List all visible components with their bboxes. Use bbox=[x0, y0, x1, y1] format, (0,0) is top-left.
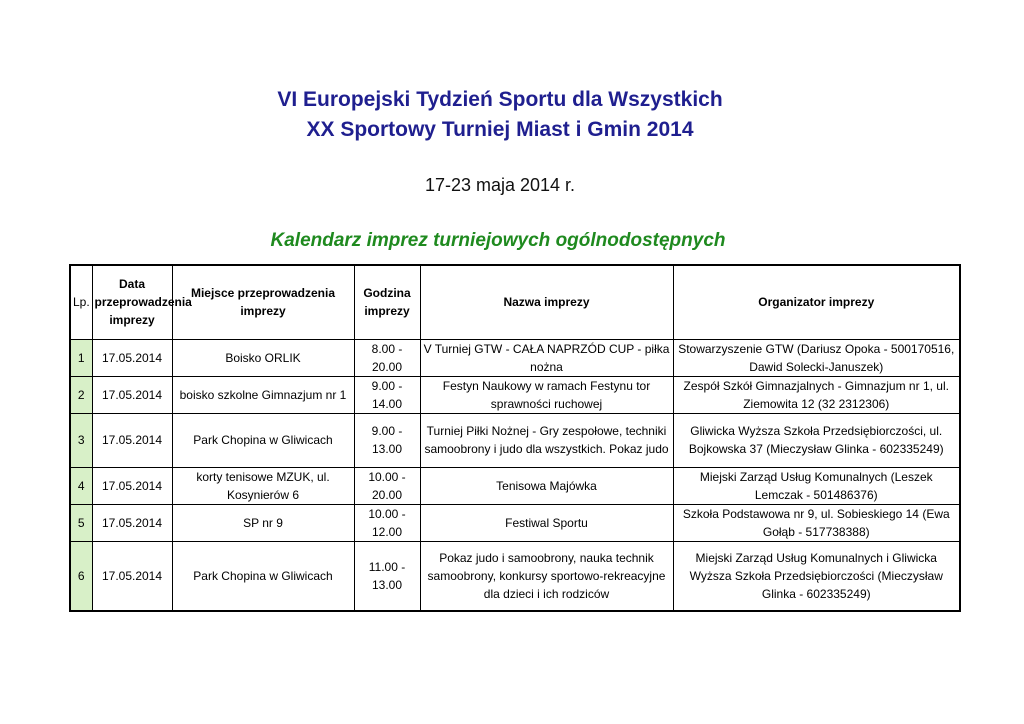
cell-time: 10.00 - 12.00 bbox=[354, 504, 420, 541]
cell-name: V Turniej GTW - CAŁA NAPRZÓD CUP - piłka nożna bbox=[420, 339, 673, 376]
cell-lp: 6 bbox=[70, 541, 92, 611]
header-organizer: Organizator imprezy bbox=[673, 265, 960, 339]
header-lp: Lp. bbox=[70, 265, 92, 339]
cell-date: 17.05.2014 bbox=[92, 339, 172, 376]
cell-name: Turniej Piłki Nożnej - Gry zespołowe, techniki samoobrony i judo dla wszystkich. Pokaz judo bbox=[420, 413, 673, 467]
cell-organizer: Zespół Szkół Gimnazjalnych - Gimnazjum nr 1, ul. Ziemowita 12 (32 2312306) bbox=[673, 376, 960, 413]
cell-time: 9.00 - 14.00 bbox=[354, 376, 420, 413]
header-name: Nazwa imprezy bbox=[420, 265, 673, 339]
cell-date: 17.05.2014 bbox=[92, 541, 172, 611]
cell-date: 17.05.2014 bbox=[92, 504, 172, 541]
calendar-subtitle: Kalendarz imprez turniejowych ogólnodostępnych bbox=[270, 230, 726, 251]
cell-organizer: Szkoła Podstawowa nr 9, ul. Sobieskiego 14 (Ewa Gołąb - 517738388) bbox=[673, 504, 960, 541]
cell-lp: 2 bbox=[70, 376, 92, 413]
cell-place: Park Chopina w Gliwicach bbox=[172, 413, 354, 467]
cell-organizer: Gliwicka Wyższa Szkoła Przedsiębiorczości, ul. Bojkowska 37 (Mieczysław Glinka - 602335249) bbox=[673, 413, 960, 467]
cell-lp: 4 bbox=[70, 467, 92, 504]
cell-place: Park Chopina w Gliwicach bbox=[172, 541, 354, 611]
cell-lp: 1 bbox=[70, 339, 92, 376]
cell-place: Boisko ORLIK bbox=[172, 339, 354, 376]
title-line-1: VI Europejski Tydzień Sportu dla Wszystkich bbox=[277, 88, 723, 111]
cell-date: 17.05.2014 bbox=[92, 467, 172, 504]
cell-name: Tenisowa Majówka bbox=[420, 467, 673, 504]
table-row bbox=[70, 376, 960, 413]
cell-name: Festyn Naukowy w ramach Festynu tor sprawności ruchowej bbox=[420, 376, 673, 413]
cell-place: korty tenisowe MZUK, ul. Kosynierów 6 bbox=[172, 467, 354, 504]
table-row bbox=[70, 339, 960, 376]
cell-date: 17.05.2014 bbox=[92, 413, 172, 467]
cell-organizer: Miejski Zarząd Usług Komunalnych i Gliwicka Wyższa Szkoła Przedsiębiorczości (Mieczysław Glinka - 602335249) bbox=[673, 541, 960, 611]
table-row bbox=[70, 541, 960, 611]
cell-name: Festiwal Sportu bbox=[420, 504, 673, 541]
header-time: Godzina imprezy bbox=[354, 265, 420, 339]
event-dates: 17-23 maja 2014 r. bbox=[424, 175, 576, 195]
cell-name: Pokaz judo i samoobrony, nauka technik samoobrony, konkursy sportowo-rekreacyjne dla dzieci i ich rodziców bbox=[420, 541, 673, 611]
cell-place: boisko szkolne Gimnazjum nr 1 bbox=[172, 376, 354, 413]
cell-time: 10.00 - 20.00 bbox=[354, 467, 420, 504]
table-header-row bbox=[70, 265, 960, 339]
cell-lp: 5 bbox=[70, 504, 92, 541]
cell-time: 11.00 - 13.00 bbox=[354, 541, 420, 611]
cell-time: 9.00 - 13.00 bbox=[354, 413, 420, 467]
cell-date: 17.05.2014 bbox=[92, 376, 172, 413]
cell-place: SP nr 9 bbox=[172, 504, 354, 541]
cell-organizer: Stowarzyszenie GTW (Dariusz Opoka - 500170516, Dawid Solecki-Januszek) bbox=[673, 339, 960, 376]
header-place: Miejsce przeprowadzenia imprezy bbox=[172, 265, 354, 339]
table-row bbox=[70, 413, 960, 467]
title-line-2: XX Sportowy Turniej Miast i Gmin 2014 bbox=[306, 118, 694, 141]
table-row bbox=[70, 467, 960, 504]
header-date: Data przeprowadzenia imprezy bbox=[92, 265, 172, 339]
cell-organizer: Miejski Zarząd Usług Komunalnych (Leszek Lemczak - 501486376) bbox=[673, 467, 960, 504]
table-row bbox=[70, 504, 960, 541]
events-table bbox=[69, 264, 961, 612]
cell-lp: 3 bbox=[70, 413, 92, 467]
cell-time: 8.00 - 20.00 bbox=[354, 339, 420, 376]
